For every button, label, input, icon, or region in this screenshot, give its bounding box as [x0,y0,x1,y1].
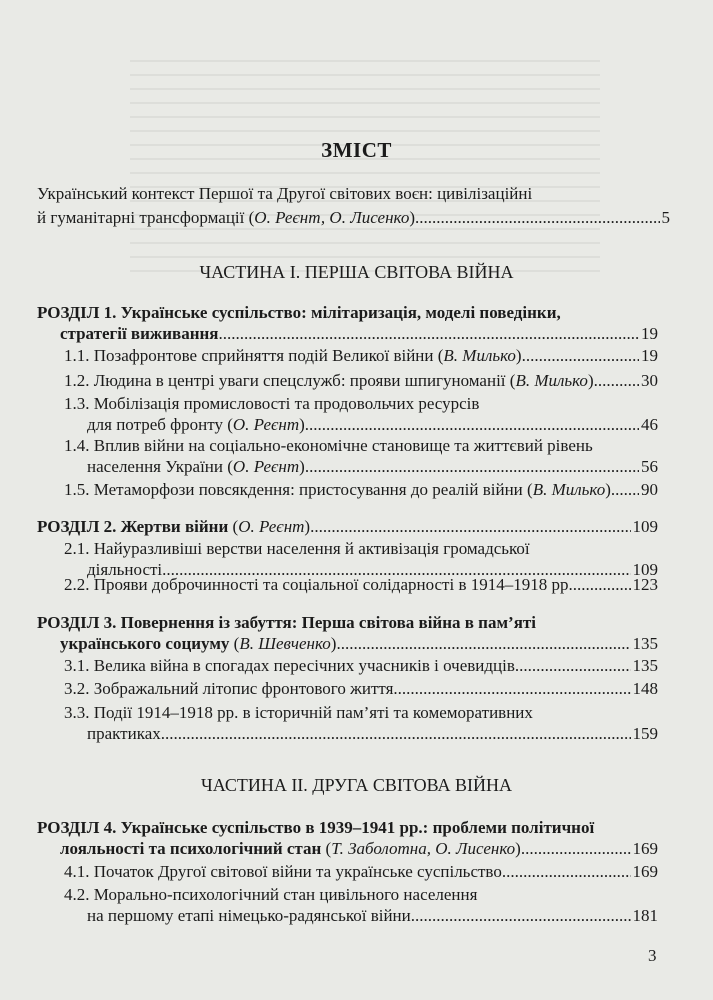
section-2 [37,516,658,537]
entry-1-3 [64,393,658,435]
entry-2-1-line1: 2.1. Найуразливіші верстви населення й активізація громадської [64,539,530,558]
show-through-text [130,60,600,280]
section-3-author: В. Шевченко [239,634,331,653]
part-1-heading: ЧАСТИНА І. ПЕРША СВІТОВА ВІЙНА [199,262,514,282]
entry-1-1-text: 1.1. Позафронтове сприйняття подій Великої війни ( [64,346,444,365]
entry-1-2-close: ) [587,371,594,390]
section-3-line2: українського социуму [60,634,230,653]
entry-4-1-text: 4.1. Початок Другої світової війни та українське суспільство [64,862,502,881]
leader-dots [611,479,639,500]
section-2-page: 109 [632,517,658,536]
entry-3-1-text: 3.1. Велика війна в спогадах пересічних учасників і очевидців [64,656,515,675]
entry-1-4-close: ) [299,457,305,476]
leader-dots [515,655,631,676]
entry-2-2-text: 2.2. Прояви доброчинності та соціальної солідарності в 1914–1918 рр. [64,575,573,594]
entry-1-3-line2: для потреб фронту ( [87,415,233,434]
entry-1-2-author: В. Милько [515,371,588,390]
entry-4-1 [64,861,658,882]
entry-1-3-author: О. Реєнт [232,415,300,434]
entry-4-2-line2: на першому етапі німецько-радянської війни [87,906,411,925]
leader-dots [305,414,639,435]
section-3 [37,612,658,654]
entry-1-1-close: ) [515,346,522,365]
page-title: ЗМІСТ [321,138,392,162]
intro-page: 5 [661,208,670,227]
entry-4-2-page: 181 [632,906,658,925]
leader-dots [305,456,639,477]
leader-dots [219,323,640,344]
section-1-line1: РОЗДІЛ 1. Українське суспільство: мілітаризація, моделі поведінки, [37,303,561,322]
entry-1-4 [64,435,658,477]
entry-1-3-close: ) [299,415,305,434]
entry-2-2-page: 123 [632,575,658,594]
section-3-line1: РОЗДІЛ 3. Повернення із забуття: Перша світова війна в пам’яті [37,613,536,632]
section-1-line2: стратегії виживання [60,324,219,343]
leader-dots [415,206,659,230]
entry-1-1-page: 19 [641,346,658,365]
intro-line1: Український контекст Першої та Другої світових воєн: цивілізаційні [37,184,533,203]
leader-dots [522,345,639,366]
section-4-author: Т. Заболотна, О. Лисенко [331,839,516,858]
leader-dots [393,678,630,699]
entry-1-5-author: В. Милько [532,480,606,499]
section-4-page: 169 [632,839,658,858]
entry-1-5 [64,479,658,500]
entry-1-2 [64,370,658,391]
section-2-author: О. Реєнт [238,517,305,536]
entry-1-4-line1: 1.4. Вплив війни на соціально-економічне становище та життєвий рівень [64,436,593,455]
section-4-open: ( [321,839,332,858]
leader-dots [594,370,639,391]
intro-authors: О. Реєнт, О. Лисенко [254,208,410,227]
entry-1-4-page: 56 [641,457,658,476]
entry-1-2-page: 30 [641,371,658,390]
entry-3-3-page: 159 [632,724,658,743]
page-number: 3 [648,946,657,965]
entry-3-3-line1: 3.3. Події 1914–1918 рр. в історичній пам’яті та комеморативних [64,703,533,722]
section-1-page: 19 [641,324,658,343]
section-2-open: ( [228,517,239,536]
entry-3-2-text: 3.2. Зображальний літопис фронтового життя [64,679,394,698]
entry-1-2-text: 1.2. Людина в центрі уваги спецслужб: прояви шпигуноманії ( [64,371,516,390]
entry-2-1-line2: діяльності [87,560,163,579]
leader-dots [161,723,631,744]
leader-dots [502,861,631,882]
entry-3-2-page: 148 [632,679,658,698]
entry-1-1-author: В. Милько [443,346,516,365]
entry-3-1-page: 135 [632,656,658,675]
leader-dots [336,633,630,654]
entry-3-2 [64,678,658,699]
section-3-page: 135 [632,634,658,653]
leader-dots [411,905,631,926]
entry-1-4-line2: населення України ( [87,457,233,476]
section-3-close: ) [330,634,337,653]
entry-3-3-line2: практиках [87,724,161,743]
entry-1-5-close: ) [605,480,611,499]
intro-entry [37,182,670,230]
entry-1-3-page: 46 [641,415,658,434]
entry-1-5-text: 1.5. Метаморфози повсякдення: пристосування до реалій війни ( [64,480,533,499]
entry-3-3 [64,702,658,744]
entry-4-1-page: 169 [632,862,658,881]
entry-2-2 [64,574,658,595]
section-1 [37,302,658,344]
section-4 [37,817,658,859]
section-2-close: ) [304,517,311,536]
leader-dots [310,516,630,537]
section-4-close: ) [515,839,521,858]
entry-1-3-line1: 1.3. Мобілізація промисловості та продовольчих ресурсів [64,394,480,413]
section-3-open: ( [229,634,240,653]
entry-2-1-page: 109 [632,560,658,579]
entry-1-1 [64,345,658,366]
entry-3-1 [64,655,658,676]
leader-dots [521,838,631,859]
intro-line2: й гуманітарні трансформації ( [37,208,255,227]
entry-4-2-line1: 4.2. Морально-психологічний стан цивільного населення [64,885,478,904]
part-2-heading: ЧАСТИНА ІІ. ДРУГА СВІТОВА ВІЙНА [201,775,512,795]
intro-close: ) [409,208,416,227]
entry-1-5-page: 90 [641,480,658,499]
leader-dots [573,574,631,595]
entry-4-2 [64,884,658,926]
section-4-line1: РОЗДІЛ 4. Українське суспільство в 1939–1941 рр.: проблеми політичної [37,818,595,837]
entry-1-4-author: О. Реєнт [232,457,300,476]
section-4-line2: лояльності та психологічний стан [60,839,322,858]
section-2-text: РОЗДІЛ 2. Жертви війни [37,517,229,536]
